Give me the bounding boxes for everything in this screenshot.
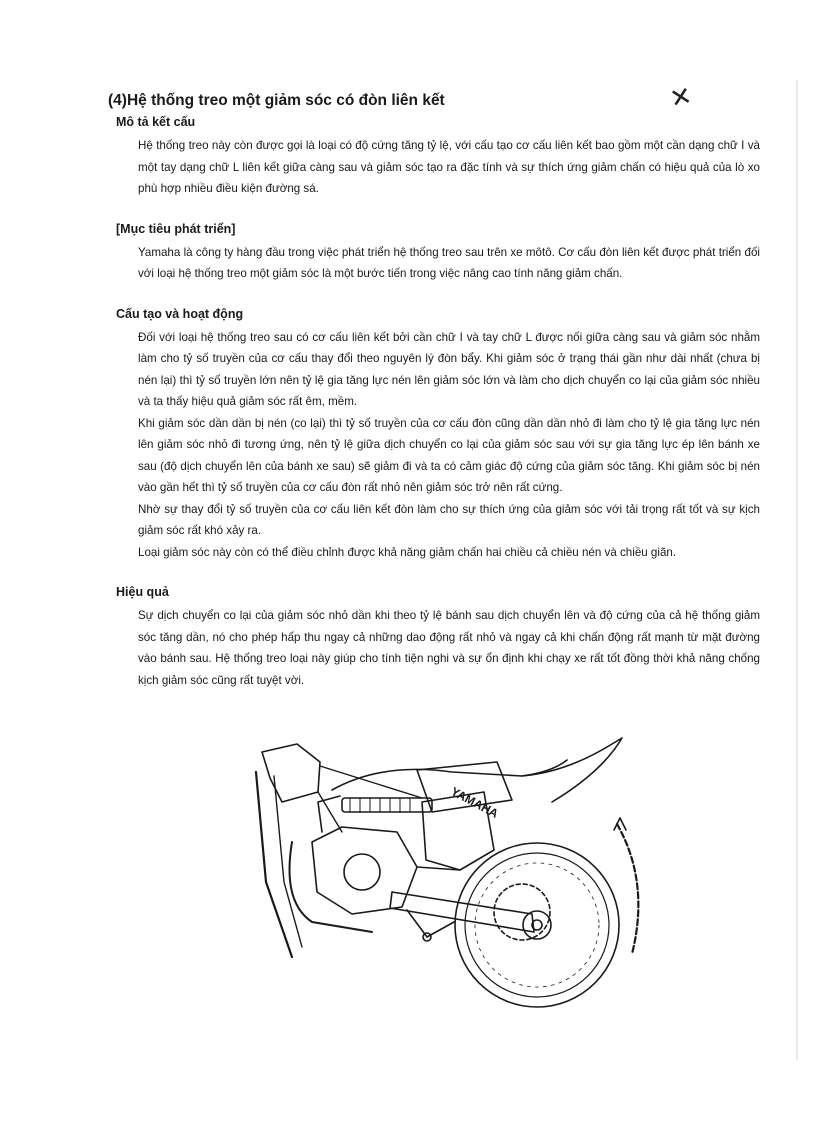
motorcycle-illustration <box>222 732 662 1022</box>
front-fork <box>256 772 292 957</box>
paragraph: Sự dịch chuyển co lại của giảm sóc nhỏ dần khi theo tỷ lệ bánh sau dịch chuyển lên và độ cứng của cả hệ thống giảm sóc tăng dần, nó cho phép hấp thu ngay cả những dao động rất nhỏ và ngay cả khi chấn động rất mạnh từ mặt đường vào bánh sau. Hệ thống treo loại này giúp cho tính tiện nghi và sự ổn định khi chạy xe rất tốt đồng thời khả năng chống kịch giảm sóc cũng rất tuyệt vời. <box>138 609 760 687</box>
handwritten-mark: ✕ <box>667 80 695 114</box>
paragraph: Đối với loại hệ thống treo sau có cơ cấu liên kết bởi cần chữ I và tay chữ L được nối giữa càng sau và giảm sóc nhằm làm cho tỷ số truyền của cơ cấu thay đổi theo nguyên lý đòn bẩy. Khi giảm sóc ở trạng thái gần như dài nhất (chưa bị nén lại) thì tỷ số truyền lớn nên tỷ lệ gia tăng lực nén lên giảm sóc lớn và làm cho dịch chuyển co lại của giảm sóc nhiều và ta thấy hiệu quả giảm sóc rất êm, mềm. <box>138 330 760 408</box>
subsection-heading-effect: Hiệu quả <box>116 585 169 599</box>
swing-arm <box>390 892 534 932</box>
exhaust-pipe <box>290 842 373 932</box>
wheel-travel-arc <box>617 824 638 954</box>
paragraph: Hệ thống treo này còn được gọi là loại có độ cứng tăng tỷ lệ, với cấu tạo cơ cấu liên kết bao gồm một cần dạng chữ I và một tay dạng chữ L liên kết giữa càng sau và giảm sóc tạo ra đặc tính và sự thích ứng giảm chấn có hiệu quả của lò xo phù hợp nhiều điều kiện đường sá. <box>138 139 760 195</box>
motorcycle-drawing <box>222 732 662 1022</box>
front-number-plate <box>262 744 320 802</box>
section-title: (4)Hệ thống treo một giảm sóc có đòn liên kết <box>108 92 445 109</box>
page-edge-shadow <box>796 80 798 1060</box>
subsection-heading-operation: Cấu tạo và hoạt động <box>116 306 244 321</box>
engine-block <box>312 827 417 914</box>
paragraph: Loại giảm sóc này còn có thể điều chỉnh được khả năng giảm chấn hai chiều cả chiều nén và chiều giãn. <box>138 545 677 559</box>
paragraph: Yamaha là công ty hàng đầu trong việc phát triển hệ thống treo sau trên xe môtô. Cơ cấu đòn liên kết được phát triển đối với loại hệ thống treo một giảm sóc là một bước tiến trong việc nâng cao tính năng giảm chấn. <box>138 245 760 280</box>
rear-fender <box>522 738 622 802</box>
shock-absorber <box>342 798 432 812</box>
subsection-heading-structure: Mô tả kết cấu <box>116 115 196 129</box>
subsection-heading-goal: [Mục tiêu phát triển] <box>116 221 236 236</box>
document-body <box>108 92 760 691</box>
paragraph: Nhờ sự thay đổi tỷ số truyền của cơ cấu liên kết đòn làm cho sự thích ứng của giảm sóc với tải trọng rất tốt và sự kịch giảm sóc rất khó xảy ra. <box>138 502 760 537</box>
rear-tire <box>455 843 619 1007</box>
tank-brand-label: YAMAHA <box>448 784 501 821</box>
engine-cover <box>344 854 380 890</box>
paragraph: Khi giảm sóc dần dần bị nén (co lại) thì tỷ số truyền của cơ cấu đòn cũng dần dần nhỏ đi làm cho tỷ lệ gia tăng lực nén lên giảm sóc nhỏ đi tương ứng, nên tỷ lệ giữa dịch chuyển co lại của giảm sóc sau với sự gia tăng lực ép lên bánh xe sau (độ dịch chuyển lên của bánh xe sau) sẽ giảm đi và ta có cảm giác độ cứng của giảm sóc tăng. Khi giảm sóc bị nén vào gần hết thì tỷ số truyền của cơ cấu đòn rất nhỏ nên giảm sóc trở nên rất cứng. <box>138 416 760 494</box>
